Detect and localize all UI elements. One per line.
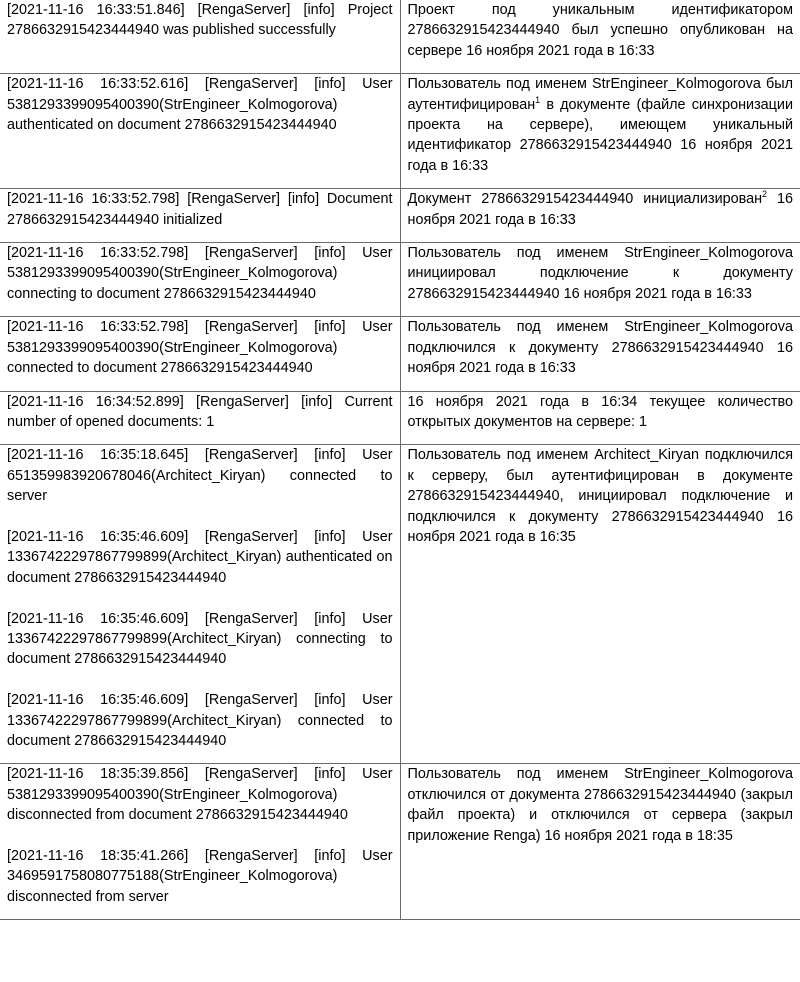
log-cell: [0, 445, 400, 764]
log-entry: [2021-11-16 16:35:18.645] [RengaServer] [info] User 651359983920678046(Architect_Kiryan) connected to server: [7, 447, 393, 505]
table-row: [0, 74, 800, 189]
table-row: [0, 189, 800, 243]
description-text: Пользователь под именем StrEngineer_Kolmogorova инициировал подключение к документу 2786632915423444940 16 ноября 2021 года в 16:33: [407, 245, 793, 302]
table-row: [0, 243, 800, 317]
log-entry: [2021-11-16 16:35:46.609] [RengaServer] [info] User 13367422297867799899(Architect_Kiryan) authenticated on document 2786632915423444940: [7, 528, 393, 586]
log-entry: [2021-11-16 16:33:52.798] [RengaServer] [info] User 5381293399095400390(StrEngineer_Kolmogorova) connected to document 2786632915423444940: [7, 319, 393, 377]
log-cell: [0, 74, 400, 189]
table-row: [0, 317, 800, 391]
log-entry: [2021-11-16 16:33:52.798] [RengaServer] [info] User 5381293399095400390(StrEngineer_Kolmogorova) connecting to document 2786632915423444940: [7, 245, 393, 302]
description-text: Пользователь под именем Architect_Kiryan подключился к серверу, был аутентифицирован в документе 2786632915423444940, инициировал подключение и подключился к документу 2786632915423444940 16 ноября 2021 года в 16:35: [407, 447, 793, 545]
footnote-marker: 1: [535, 94, 541, 105]
log-cell: [0, 391, 400, 445]
log-cell: [0, 0, 400, 74]
description-text-part: Пользователь под именем StrEngineer_Kolmogorova был аутентифицирован: [407, 76, 793, 113]
log-entry: [2021-11-16 16:35:46.609] [RengaServer] [info] User 13367422297867799899(Architect_Kiryan) connecting to document 2786632915423444940: [7, 610, 393, 668]
description-text-part: Документ 2786632915423444940 инициализирован: [407, 191, 763, 208]
table-row: [0, 764, 800, 920]
log-cell: [0, 764, 400, 920]
description-text-part: 16 ноября 2021 года в 16:33: [407, 191, 793, 228]
description-text: [408, 189, 794, 230]
log-entry: [2021-11-16 18:35:39.856] [RengaServer] [info] User 5381293399095400390(StrEngineer_Kolmogorova) disconnected from document 2786632915423444940: [7, 766, 393, 824]
description-cell: [400, 189, 800, 243]
description-cell: [400, 445, 800, 764]
description-cell: [400, 391, 800, 445]
description-cell: [400, 0, 800, 74]
table-row: [0, 0, 800, 74]
description-cell: [400, 243, 800, 317]
description-cell: [400, 764, 800, 920]
description-text: Пользователь под именем StrEngineer_Kolmogorova подключился к документу 2786632915423444940 16 ноября 2021 года в 16:33: [407, 319, 793, 377]
log-entry: [2021-11-16 18:35:41.266] [RengaServer] [info] User 3469591758080775188(StrEngineer_Kolmogorova) disconnected from server: [7, 847, 393, 905]
log-entry: [2021-11-16 16:34:52.899] [RengaServer] [info] Current number of opened documents: 1: [7, 393, 393, 430]
description-cell: [400, 74, 800, 189]
description-text: Пользователь под именем StrEngineer_Kolmogorova отключился от документа 2786632915423444940 (закрыл файл проекта) и отключился от сервера (закрыл приложение Renga) 16 ноября 2021 года в 18:35: [407, 766, 793, 844]
table-row: [0, 445, 800, 764]
log-cell: [0, 317, 400, 391]
log-entry: [2021-11-16 16:33:52.798] [RengaServer] [info] Document 2786632915423444940 initialized: [7, 191, 393, 228]
description-text: 16 ноября 2021 года в 16:34 текущее количество открытых документов на сервере: 1: [407, 393, 793, 430]
table-row: [0, 391, 800, 445]
description-cell: [400, 317, 800, 391]
description-text: [408, 74, 794, 176]
log-cell: [0, 189, 400, 243]
description-text-part: в документе (файле синхронизации проекта на сервере), имеющем уникальный идентификатор 2786632915423444940 16 ноября 2021 года в 16:33: [407, 96, 793, 174]
description-text: Проект под уникальным идентификатором 2786632915423444940 был успешно опубликован на сервере 16 ноября 2021 года в 16:33: [407, 2, 793, 59]
log-entry: [2021-11-16 16:33:52.616] [RengaServer] [info] User 5381293399095400390(StrEngineer_Kolmogorova) authenticated on document 2786632915423444940: [7, 76, 393, 134]
log-entry: [2021-11-16 16:35:46.609] [RengaServer] [info] User 13367422297867799899(Architect_Kiryan) connected to document 2786632915423444940: [7, 692, 393, 749]
log-entry: [2021-11-16 16:33:51.846] [RengaServer] [info] Project 2786632915423444940 was published successfully: [7, 2, 393, 39]
footnote-marker: 2: [762, 189, 768, 200]
log-cell: [0, 243, 400, 317]
